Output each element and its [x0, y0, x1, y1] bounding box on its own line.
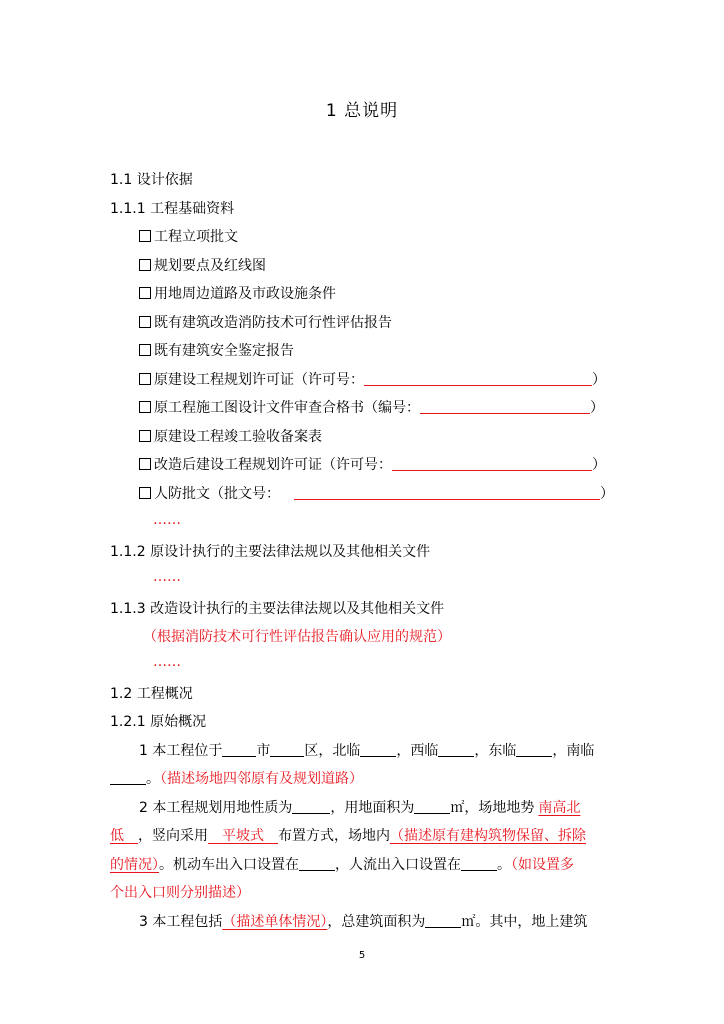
checkbox-icon[interactable] [139, 458, 151, 470]
west-blank[interactable] [438, 742, 474, 757]
city-blank[interactable] [222, 742, 256, 757]
pedestrian-entry-blank[interactable] [461, 856, 497, 871]
checkbox-item: 用地周边道路及市政设施条件 [139, 284, 336, 304]
checkbox-icon[interactable] [139, 259, 151, 271]
para-1-line-1: 1 本工程位于 市 区，北临 ，西临 ，东临 ，南临 [139, 743, 595, 759]
section-1-1-3: 1.1.3 改造设计执行的主要法律法规以及其他相关文件 [110, 601, 445, 617]
certificate-number-blank[interactable] [420, 399, 590, 414]
checkbox-item: 原工程施工图设计文件审查合格书（编号： ） [139, 398, 604, 418]
section-1-1: 1.1 设计依据 [110, 172, 193, 188]
para-1-line-2: 。（描述场地四邻原有及规划道路） [110, 769, 363, 789]
checkbox-item: 既有建筑改造消防技术可行性评估报告 [139, 313, 392, 333]
checkbox-item: 人防批文（批文号： ） [139, 484, 614, 504]
checkbox-item: 原建设工程规划许可证（许可号： ） [139, 370, 606, 390]
ellipsis-2: …… [153, 569, 181, 585]
checkbox-item: 既有建筑安全鉴定报告 [139, 341, 294, 361]
para-3-line-1: 3 本工程包括（描述单体情况），总建筑面积为 ㎡。其中，地上建筑 [139, 914, 588, 930]
approval-number-blank[interactable] [294, 485, 600, 500]
regs-note: （根据消防技术可行性评估报告确认应用的规范） [143, 629, 451, 645]
checkbox-icon[interactable] [139, 373, 151, 385]
south-blank[interactable] [110, 770, 146, 785]
para-2-line-3: 的情况）。机动车出入口设置在 ，人流出入口设置在 。（如设置多 [110, 857, 574, 873]
checkbox-icon[interactable] [139, 344, 151, 356]
para-2-line-2: 低 ，竖向采用 平坡式 布置方式，场地内（描述原有建构筑物保留、拆除 [110, 828, 586, 844]
page-number: 5 [358, 950, 366, 961]
para-2-line-4: 个出入口则分别描述） [110, 885, 250, 901]
checkbox-icon[interactable] [139, 287, 151, 299]
section-1-2: 1.2 工程概况 [110, 686, 193, 702]
checkbox-icon[interactable] [139, 230, 151, 242]
checkbox-icon[interactable] [139, 487, 151, 499]
checkbox-icon[interactable] [139, 316, 151, 328]
north-blank[interactable] [360, 742, 396, 757]
section-1-1-1: 1.1.1 工程基础资料 [110, 201, 235, 217]
permit-number-blank[interactable] [364, 371, 592, 386]
east-blank[interactable] [516, 742, 552, 757]
checkbox-item: 改造后建设工程规划许可证（许可号： ） [139, 455, 606, 475]
land-area-blank[interactable] [414, 799, 450, 814]
land-use-blank[interactable] [292, 799, 330, 814]
total-area-blank[interactable] [425, 913, 461, 928]
checkbox-item: 规划要点及红线图 [139, 256, 266, 276]
checkbox-icon[interactable] [139, 401, 151, 413]
checkbox-item: 原建设工程竣工验收备案表 [139, 427, 322, 447]
checkbox-item: 工程立项批文 [139, 227, 238, 247]
ellipsis-1: …… [153, 512, 181, 528]
section-1-1-2: 1.1.2 原设计执行的主要法律法规以及其他相关文件 [110, 544, 431, 560]
checkbox-icon[interactable] [139, 430, 151, 442]
section-1-2-1: 1.2.1 原始概况 [110, 714, 207, 730]
new-permit-number-blank[interactable] [392, 456, 592, 471]
ellipsis-3: …… [153, 654, 181, 670]
vehicle-entry-blank[interactable] [299, 856, 335, 871]
para-2-line-1: 2 本工程规划用地性质为 ，用地面积为 ㎡，场地地势 南高北 [139, 800, 581, 816]
page-title: 1 总说明 [325, 101, 399, 121]
district-blank[interactable] [270, 742, 304, 757]
